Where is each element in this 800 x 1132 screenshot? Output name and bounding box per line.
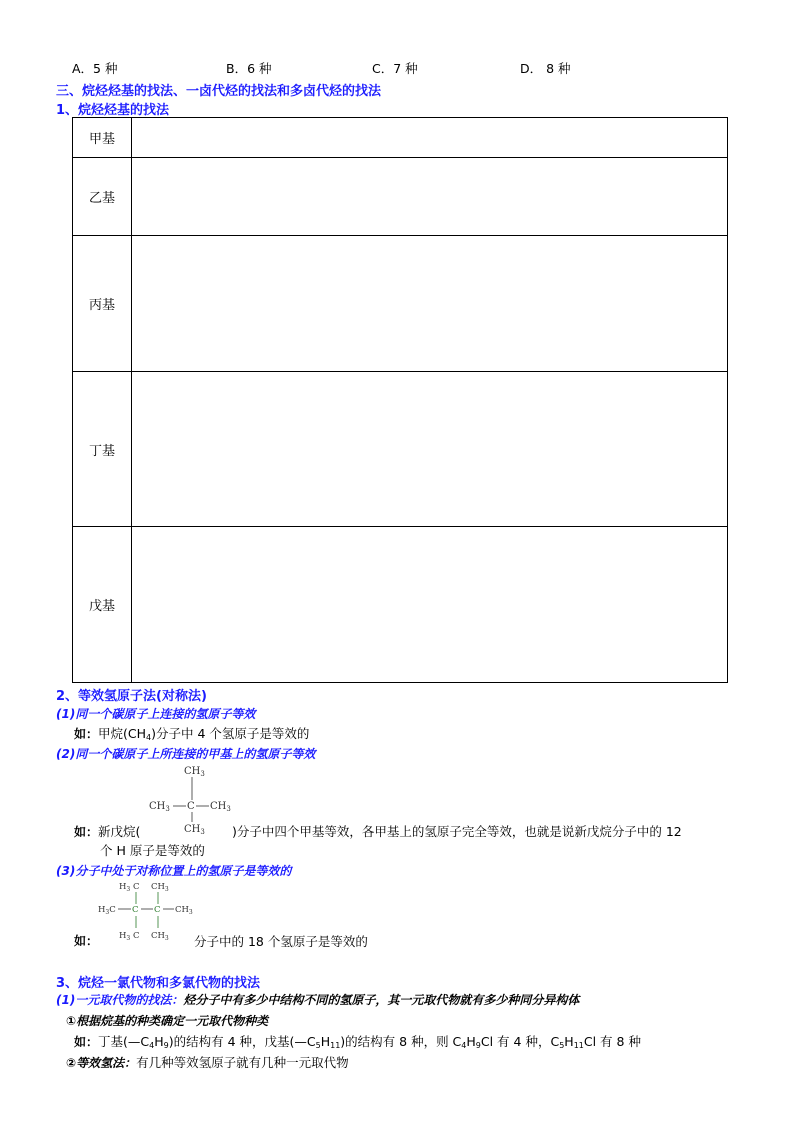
option-b: B．6 种 (226, 61, 272, 76)
example-2-line1-rest: )分子中四个甲基等效，各甲基上的氢原子完全等效，也就是说新戊烷分子中的 12 (232, 824, 682, 839)
rule-1: (1)同一个碳原子上连接的氢原子等效 (56, 707, 256, 721)
method-1b: ②等效氢法：有几种等效氢原子就有几种一元取代物 (66, 1055, 349, 1070)
rule-3: (3)分子中处于对称位置上的氢原子是等效的 (56, 864, 292, 878)
formula-text: $H_3$ C (119, 882, 140, 893)
method-1a: ①根据烷基的种类确定一元取代物种类 (66, 1014, 269, 1028)
tetramethylbutane-structure (96, 878, 196, 942)
formula-text: $CH_3$ (184, 766, 205, 778)
section-title: 三、烷烃烃基的找法、一卤代烃的找法和多卤代烃的找法 (56, 84, 382, 99)
rule-2: (2)同一个碳原子上所连接的甲基上的氢原子等效 (56, 747, 316, 761)
subsection-3-title: 3、烷烃一氯代物和多氯代物的找法 (56, 976, 261, 991)
subsection-1-title: 1、烷烃烃基的找法 (56, 103, 170, 118)
formula-text: $H_3C$ (98, 905, 116, 916)
table-row (73, 527, 728, 683)
option-d: D． 8 种 (520, 61, 571, 76)
neopentane-structure (140, 762, 240, 836)
option-c: C．7 种 (372, 61, 418, 76)
table-cell-blank (132, 118, 728, 158)
formula-text: $CH_3$ (151, 882, 169, 893)
formula-text: $CH_3$ (175, 905, 193, 916)
method-1a-example: 如：丁基$(—C_4H_9)$的结构有 4 种，戊基$(—C_5H_{11})$的结构有 8 种，则 $C_4H_9Cl$ 有 4 种，$C_5H_{11}Cl$ 有 8 种 (74, 1034, 641, 1050)
formula-text: C (187, 801, 195, 812)
table-cell-blank (132, 527, 728, 683)
table-cell-blank (132, 372, 728, 527)
formula-text: $H_3$ C (119, 931, 140, 942)
table-row (73, 372, 728, 527)
table-row (73, 236, 728, 372)
table-cell-label: 戊基 (73, 527, 132, 683)
method-1: (1)一元取代物的找法：烃分子中有多少中结构不同的氢原子，其一元取代物就有多少种同分异构体 (56, 993, 580, 1007)
table-cell-label: 丁基 (73, 372, 132, 527)
alkyl-table (72, 117, 728, 683)
table-row (73, 118, 728, 158)
example-prefix: 如： (74, 825, 99, 839)
table-cell-blank (132, 158, 728, 236)
example-2-line1: 如：新戊烷( (74, 824, 141, 839)
table-row (73, 158, 728, 236)
subsection-2-title: 2、等效氢原子法(对称法) (56, 689, 207, 704)
formula-text: $CH_3$ (149, 801, 170, 813)
table-cell-label: 乙基 (73, 158, 132, 236)
formula-text: $CH_3$ (210, 801, 231, 813)
option-a: A．5 种 (72, 61, 118, 76)
formula-text: $CH_3$ (151, 931, 169, 942)
table-cell-label: 丙基 (73, 236, 132, 372)
formula-text: C (154, 905, 161, 915)
example-3-text: 分子中的 18 个氢原子是等效的 (194, 934, 368, 949)
table-cell-label: 甲基 (73, 118, 132, 158)
formula-text: C (132, 905, 139, 915)
example-prefix: 如： (74, 727, 99, 741)
example-2-line2: 个 H 原子是等效的 (100, 843, 205, 858)
formula-text: $CH_3$ (184, 824, 205, 836)
example-1: 如：甲烷$(CH_4)$分子中 4 个氢原子是等效的 (74, 726, 310, 742)
table-cell-blank (132, 236, 728, 372)
example-3-prefix: 如： (74, 934, 99, 948)
